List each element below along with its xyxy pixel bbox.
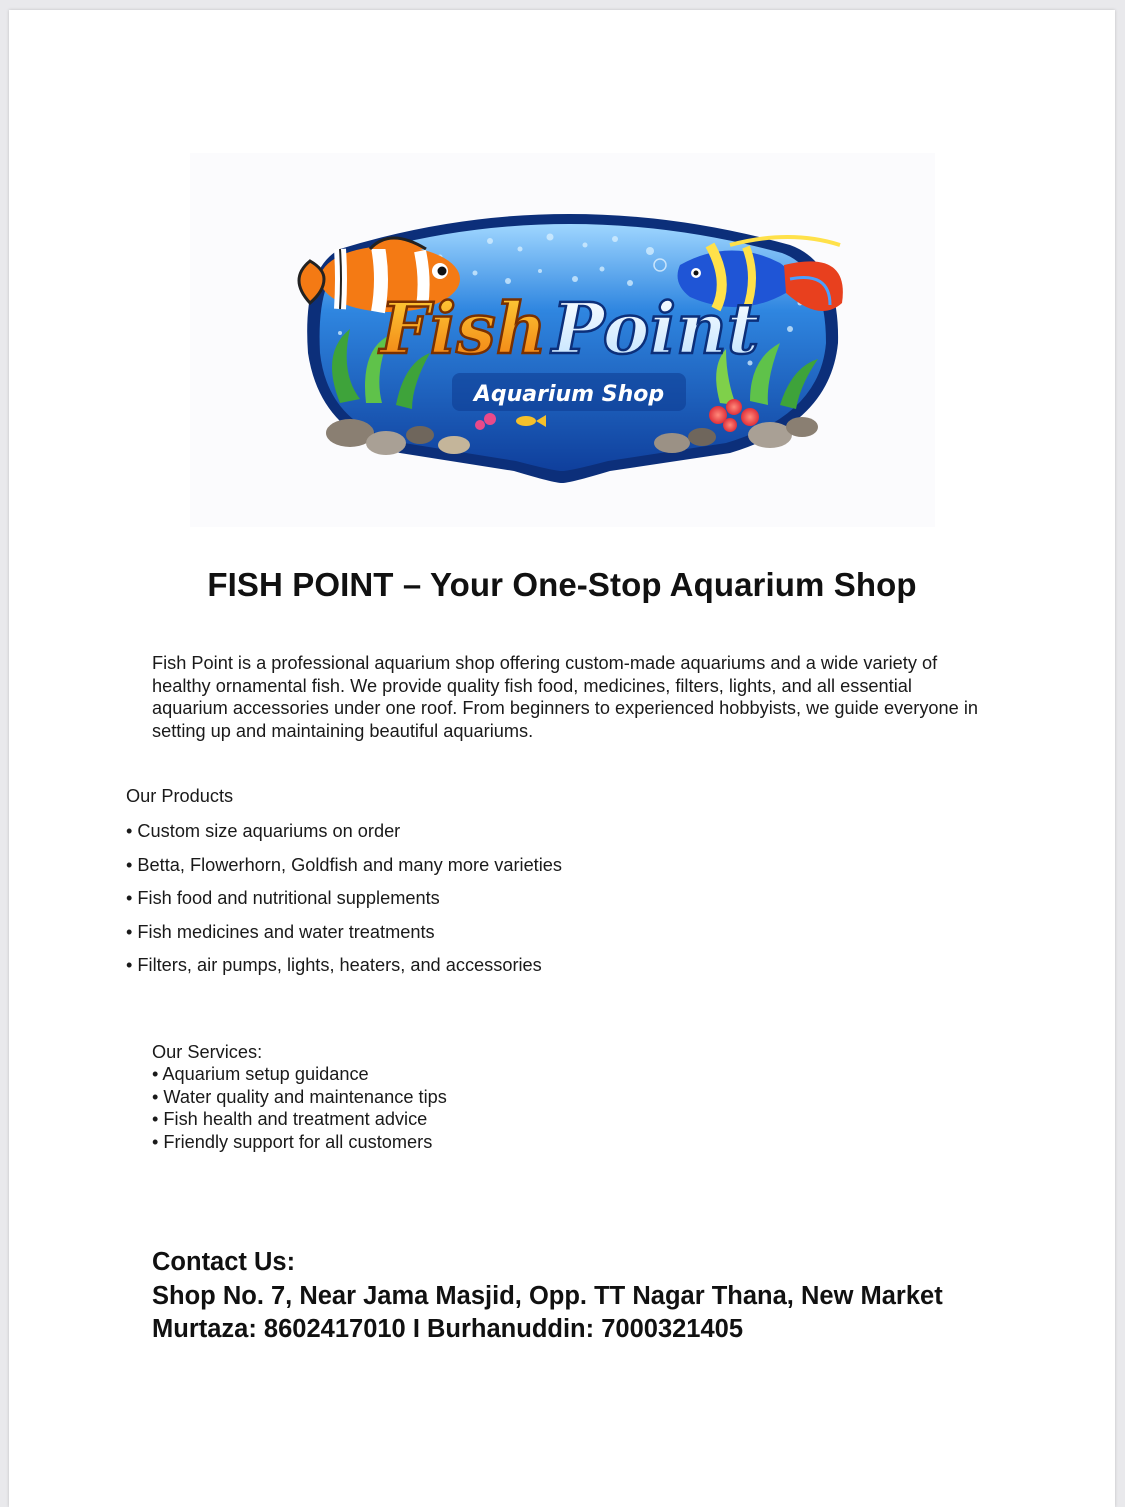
contact-section: [152, 1246, 943, 1347]
list-item: • Fish food and nutritional supplements: [126, 888, 440, 909]
list-item: • Custom size aquariums on order: [126, 821, 401, 841]
services-list: [152, 1063, 447, 1153]
contact-phones: Murtaza: 8602417010 I Burhanuddin: 7000321405: [152, 1315, 744, 1343]
page-title: FISH POINT – Your One-Stop Aquarium Shop: [207, 566, 917, 603]
list-item: • Betta, Flowerhorn, Goldfish and many more varieties: [126, 854, 562, 875]
shop-logo: [190, 153, 935, 527]
list-item: • Friendly support for all customers: [152, 1131, 433, 1152]
list-item: • Filters, air pumps, lights, heaters, and accessories: [126, 955, 542, 976]
contact-address: Shop No. 7, Near Jama Masjid, Opp. TT Nagar Thana, New Market: [152, 1281, 943, 1310]
services-section: [152, 1041, 447, 1153]
intro-paragraph: Fish Point is a professional aquarium shop offering custom-made aquariums and a wide variety of healthy ornamental fish. We provide quality fish food, medicines, filters, lights, and all essential aquarium accessories under one roof. From beginners to experienced hobbyists, we guide everyone in setting up and maintaining beautiful aquariums.: [152, 653, 978, 741]
document-page: [9, 10, 1115, 1507]
products-list: [126, 819, 562, 987]
list-item: • Aquarium setup guidance: [152, 1064, 369, 1085]
logo-graphic: [190, 153, 935, 527]
list-item: • Water quality and maintenance tips: [152, 1086, 447, 1107]
services-heading: Our Services:: [152, 1042, 263, 1062]
contact-heading: Contact Us:: [152, 1248, 296, 1276]
list-item: • Fish medicines and water treatments: [126, 921, 435, 942]
logo-brand-part1: Fish: [380, 287, 547, 370]
logo-tagline: Aquarium Shop: [473, 382, 665, 407]
list-item: • Fish health and treatment advice: [152, 1109, 428, 1130]
logo-brand-part2: Point: [552, 287, 760, 370]
products-heading: Our Products: [126, 786, 234, 806]
